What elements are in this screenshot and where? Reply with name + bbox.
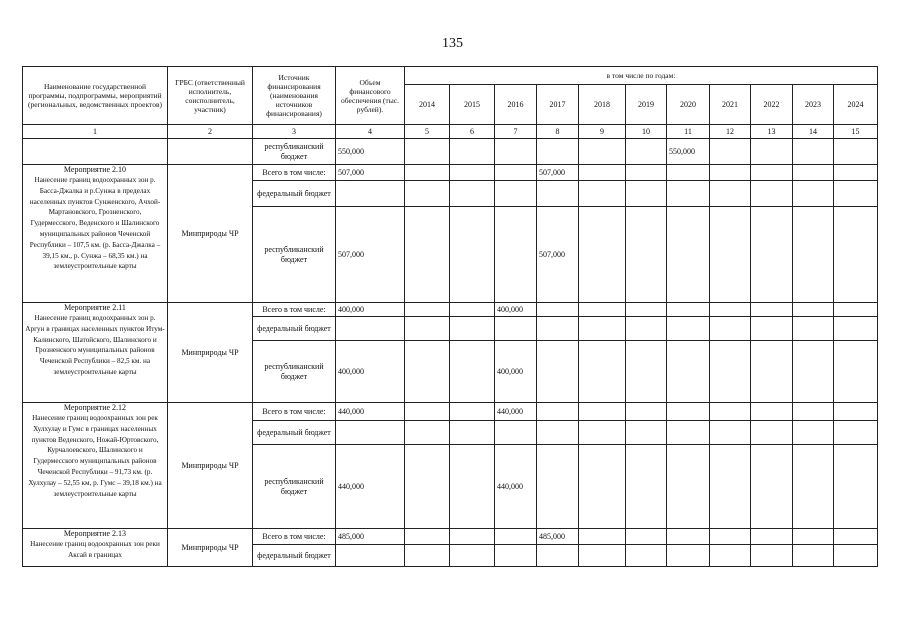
source-total: Всего в том числе: — [253, 303, 336, 317]
header-grbs: ГРБС (ответственный исполнитель, соисполнитель, участник) — [168, 67, 253, 125]
source-republic: республиканский бюджет — [253, 445, 336, 529]
column-number: 12 — [710, 125, 751, 139]
year-header: 2020 — [667, 85, 710, 125]
year-header: 2022 — [751, 85, 793, 125]
grbs-cell: Минприроды ЧР — [168, 529, 253, 567]
column-number: 11 — [667, 125, 710, 139]
table-row — [23, 139, 878, 165]
column-number: 9 — [579, 125, 626, 139]
measure-title: Мероприятие 2.12 — [63, 403, 127, 412]
measure-title: Мероприятие 2.10 — [63, 165, 127, 174]
total-value: 440,000 — [336, 445, 405, 529]
value-2016: 440,000 — [495, 403, 537, 421]
page-number: 135 — [442, 36, 463, 51]
value-2020: 550,000 — [667, 139, 710, 165]
column-number: 13 — [751, 125, 793, 139]
column-number: 14 — [793, 125, 834, 139]
year-header: 2019 — [626, 85, 667, 125]
year-header: 2023 — [793, 85, 834, 125]
column-number: 5 — [405, 125, 450, 139]
value-2017: 485,000 — [537, 529, 579, 545]
value-2016: 400,000 — [495, 303, 537, 317]
column-number: 1 — [23, 125, 168, 139]
measure-description: Нанесение границ водоохранных зон рек Хулхулау и Гумс в границах населенных пунктов Веденского, Ножай-Юртовского, Курчалоевского, Шалинского и Гудермесского муниципальных районов Чеченской Республики – 91,73 км. (р. Хулхулау – 52,55 км, р. Гумс – 39,18 км.) на землеустроительные карты — [28, 414, 162, 498]
measure-2-10 — [23, 165, 168, 303]
header-program: Наименование государственной программы, подпрограммы, мероприятий (региональных, ведомственных проектов) — [23, 67, 168, 125]
source-federal: федеральный бюджет — [253, 317, 336, 341]
source-federal: федеральный бюджет — [253, 181, 336, 207]
header-by-years: в том числе по годам: — [405, 67, 878, 85]
grbs-cell: Минприроды ЧР — [168, 403, 253, 529]
column-number: 6 — [450, 125, 495, 139]
table-row — [23, 165, 878, 181]
header-source: Источник финансирования (наименования источников финансирования) — [253, 67, 336, 125]
table-row — [23, 303, 878, 317]
budget-table — [22, 66, 878, 567]
measure-description: Нанесение границ водоохранных зон реки Аксай в границах — [30, 540, 160, 559]
grbs-cell: Минприроды ЧР — [168, 165, 253, 303]
source-republic: республиканский бюджет — [253, 341, 336, 403]
measure-description: Нанесение границ водоохранных зон р. Басса-Джалка и р.Сунжа в пределах населенных пунктов Сунженского, Ачхой-Мартановского, Грозненского, Гудермесского, Веденского и Шалинского муниципальных районов Чеченской Республики – 107,5 км. (р. Басса-Джалка – 39,15 км., р. Сунжа – 68,35 км.) на землеустроительные карты — [29, 176, 161, 271]
total-value: 550,000 — [336, 139, 405, 165]
total-value: 400,000 — [336, 341, 405, 403]
value-2017: 507,000 — [537, 207, 579, 303]
column-number: 3 — [253, 125, 336, 139]
value-2017: 507,000 — [537, 165, 579, 181]
total-value: 400,000 — [336, 303, 405, 317]
source-republic: республиканский бюджет — [253, 207, 336, 303]
measure-2-13 — [23, 529, 168, 567]
year-header: 2015 — [450, 85, 495, 125]
measure-title: Мероприятие 2.13 — [63, 529, 127, 538]
column-number: 7 — [495, 125, 537, 139]
column-number: 8 — [537, 125, 579, 139]
total-value: 485,000 — [336, 529, 405, 545]
source-total: Всего в том числе: — [253, 529, 336, 545]
source-federal: федеральный бюджет — [253, 545, 336, 567]
total-value: 507,000 — [336, 207, 405, 303]
measure-description: Нанесение границ водоохранных зон р. Аргун в границах населенных пунктов Итум-Калинского, Шатойского, Шалинского и Грозненского муниципальных районов Чеченской Республики – 82,5 км. на землеустроительные карты — [25, 314, 165, 376]
value-2016: 400,000 — [495, 341, 537, 403]
year-header: 2017 — [537, 85, 579, 125]
measure-2-11 — [23, 303, 168, 403]
total-value: 440,000 — [336, 403, 405, 421]
column-number: 2 — [168, 125, 253, 139]
value-2016: 440,000 — [495, 445, 537, 529]
year-header: 2021 — [710, 85, 751, 125]
column-number: 15 — [834, 125, 878, 139]
column-number: 4 — [336, 125, 405, 139]
source-total: Всего в том числе: — [253, 403, 336, 421]
source-republic: республиканский бюджет — [253, 139, 336, 165]
measure-title: Мероприятие 2.11 — [64, 303, 126, 312]
year-header: 2014 — [405, 85, 450, 125]
measure-2-12 — [23, 403, 168, 529]
year-header: 2016 — [495, 85, 537, 125]
source-total: Всего в том числе: — [253, 165, 336, 181]
source-federal: федеральный бюджет — [253, 421, 336, 445]
table-row — [23, 529, 878, 545]
year-header: 2018 — [579, 85, 626, 125]
header-volume: Объем финансового обеспечения (тыс. рублей). — [336, 67, 405, 125]
column-number: 10 — [626, 125, 667, 139]
grbs-cell: Минприроды ЧР — [168, 303, 253, 403]
table-row — [23, 403, 878, 421]
total-value: 507,000 — [336, 165, 405, 181]
year-header: 2024 — [834, 85, 878, 125]
